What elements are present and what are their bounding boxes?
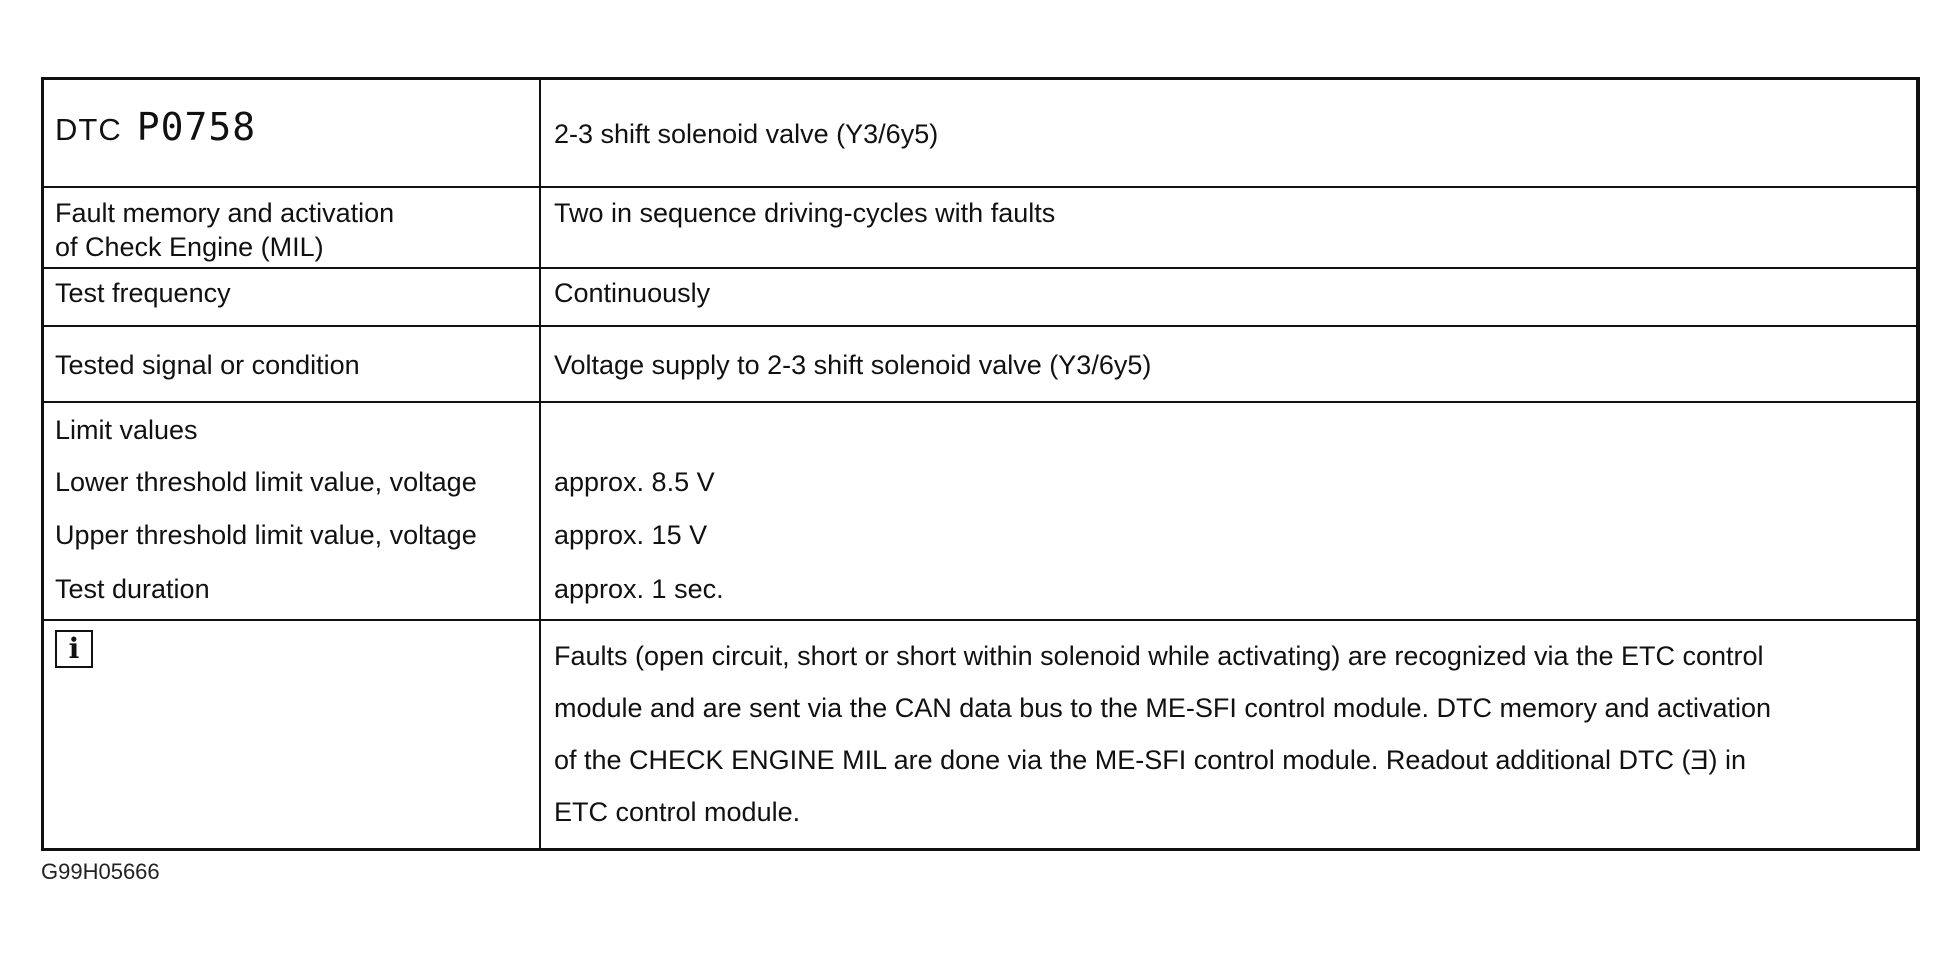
fault-memory-label (55, 196, 394, 264)
fault-memory-row (44, 188, 1916, 269)
limit-item-label: Lower threshold limit value, voltage (55, 467, 477, 497)
dtc-label: DTC (55, 112, 122, 147)
info-icon: i (55, 630, 93, 668)
tested-signal-row (44, 327, 1916, 403)
dtc-header-row (44, 80, 1916, 188)
tested-signal-label: Tested signal or condition (55, 350, 360, 380)
limit-item-label: Upper threshold limit value, voltage (55, 520, 477, 550)
fault-memory-label-line: of Check Engine (MIL) (55, 232, 324, 262)
remark-row (44, 621, 1916, 848)
remark-line: ETC control module. (554, 797, 801, 827)
test-frequency-row (44, 269, 1916, 327)
fault-memory-label-line: Fault memory and activation (55, 198, 395, 228)
dtc-description: 2-3 shift solenoid valve (Y3/6y5) (554, 119, 939, 149)
dtc-code: P0758 (136, 105, 257, 149)
limit-item-value: approx. 8.5 V (554, 467, 715, 497)
test-frequency-label: Test frequency (55, 278, 231, 308)
remark-text (554, 630, 1908, 838)
remark-line: Faults (open circuit, short or short within solenoid while activating) are recognized via the ETC control (554, 641, 1764, 671)
remark-line: of the CHECK ENGINE MIL are done via the ME-SFI control module. Readout additional DTC (Ǝ) in (554, 745, 1747, 775)
limit-item-value: approx. 1 sec. (554, 574, 724, 604)
limit-item-label: Test duration (55, 574, 210, 604)
limit-item-value: approx. 15 V (554, 520, 708, 550)
limit-values-heading: Limit values (55, 415, 198, 445)
remark-line: module and are sent via the CAN data bus to the ME-SFI control module. DTC memory and activation (554, 693, 1772, 723)
limit-values-row (44, 403, 1916, 621)
fault-memory-value: Two in sequence driving-cycles with faults (554, 198, 1056, 228)
dtc-table (41, 77, 1920, 851)
tested-signal-value: Voltage supply to 2-3 shift solenoid valve (Y3/6y5) (554, 350, 1152, 380)
figure-id: G99H05666 (41, 859, 160, 884)
dtc-title (55, 105, 257, 149)
test-frequency-value: Continuously (554, 278, 711, 308)
